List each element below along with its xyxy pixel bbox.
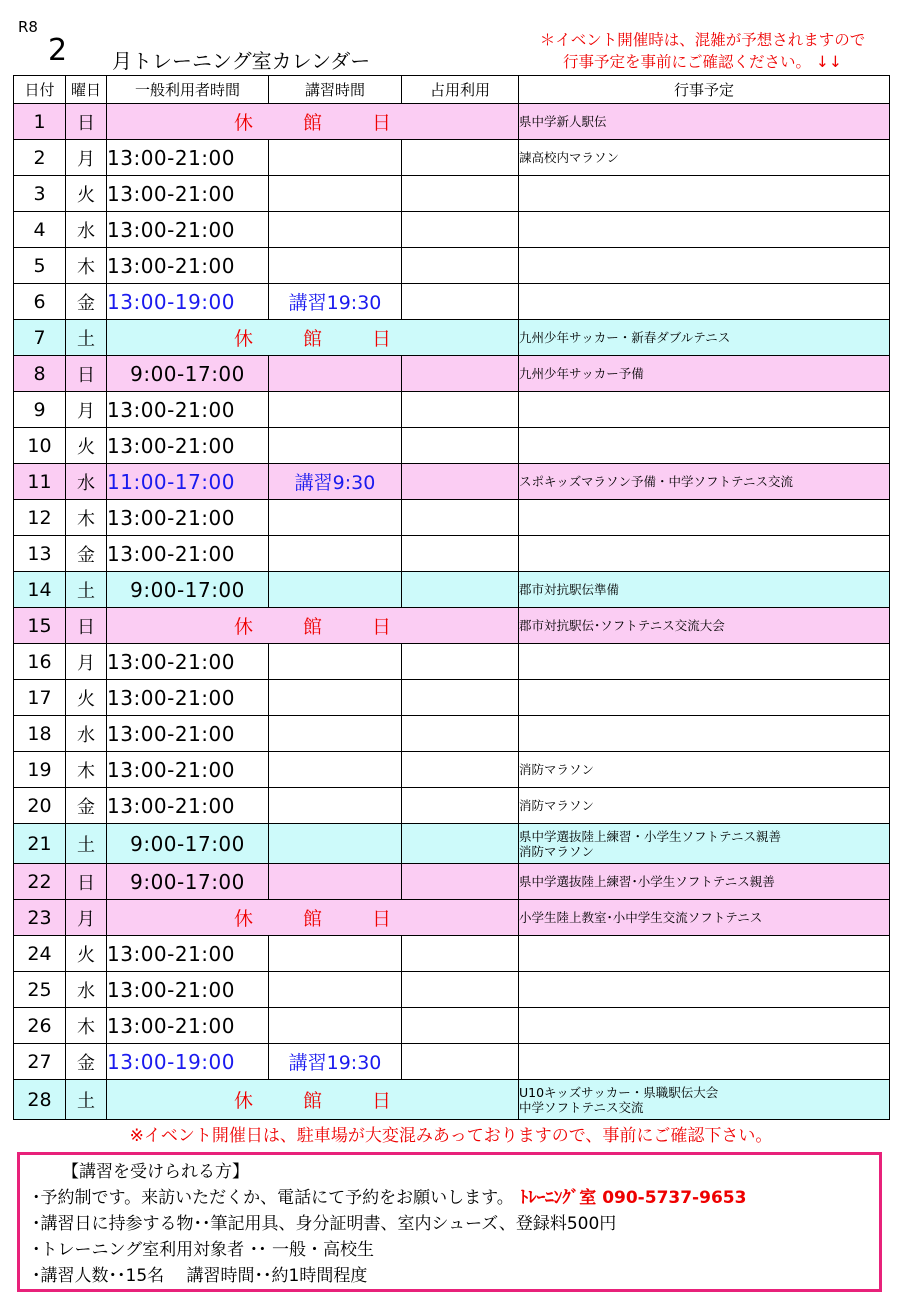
column-header-events: 行事予定 — [519, 76, 890, 104]
date-cell: 20 — [14, 788, 66, 824]
event-line: 小学生陸上教室･小中学生交流ソフトテニス — [519, 910, 763, 925]
general-hours-cell: 13:00-21:00 — [107, 716, 269, 752]
general-hours-cell: 9:00-17:00 — [107, 572, 269, 608]
event-cell — [519, 428, 890, 464]
exclusive-use-cell — [402, 972, 519, 1008]
general-hours-cell: 9:00-17:00 — [107, 356, 269, 392]
column-header-lecture-time: 講習時間 — [269, 76, 402, 104]
lecture-info-eligibility: ･トレーニング室利用対象者 ･･ 一般・高校生 — [32, 1240, 374, 1260]
closed-day-cell — [107, 608, 519, 644]
general-hours-cell: 13:00-19:00 — [107, 1044, 269, 1080]
event-cell — [519, 1080, 890, 1120]
event-cell — [519, 140, 890, 176]
closed-label-char: 休 — [233, 328, 253, 350]
calendar-row — [14, 212, 890, 248]
event-cell — [519, 464, 890, 500]
event-cell — [519, 104, 890, 140]
general-hours-cell: 13:00-21:00 — [107, 972, 269, 1008]
exclusive-use-cell — [402, 392, 519, 428]
lecture-time-cell — [269, 176, 402, 212]
lecture-time-cell — [269, 248, 402, 284]
calendar-row — [14, 752, 890, 788]
event-line: スポキッズマラソン予備・中学ソフトテニス交流 — [519, 474, 794, 489]
exclusive-use-cell — [402, 1044, 519, 1080]
calendar-row — [14, 356, 890, 392]
calendar-row — [14, 392, 890, 428]
date-cell: 18 — [14, 716, 66, 752]
calendar-row — [14, 1008, 890, 1044]
calendar-row — [14, 1080, 890, 1120]
closed-label-char: 日 — [371, 616, 391, 638]
lecture-info-reservation — [32, 1185, 879, 1211]
lecture-time-cell — [269, 356, 402, 392]
general-hours-cell: 13:00-19:00 — [107, 284, 269, 320]
date-cell: 8 — [14, 356, 66, 392]
lecture-time-cell: 講習19:30 — [269, 284, 402, 320]
exclusive-use-cell — [402, 864, 519, 900]
exclusive-use-cell — [402, 536, 519, 572]
weekday-cell: 土 — [66, 824, 107, 864]
closed-label-char: 休 — [233, 616, 253, 638]
closed-label-char: 休 — [233, 908, 253, 930]
general-hours-cell: 9:00-17:00 — [107, 824, 269, 864]
weekday-cell: 火 — [66, 936, 107, 972]
event-line: 消防マラソン — [519, 762, 595, 777]
weekday-cell: 月 — [66, 392, 107, 428]
calendar-row — [14, 536, 890, 572]
calendar-row — [14, 900, 890, 936]
weekday-cell: 火 — [66, 176, 107, 212]
lecture-time-cell — [269, 644, 402, 680]
closed-label-char: 館 — [302, 616, 322, 638]
closed-label-char: 館 — [302, 328, 322, 350]
lecture-time-cell — [269, 824, 402, 864]
date-cell: 26 — [14, 1008, 66, 1044]
closed-label-char: 日 — [371, 112, 391, 134]
general-hours-cell: 11:00-17:00 — [107, 464, 269, 500]
general-hours-cell: 13:00-21:00 — [107, 212, 269, 248]
general-hours-cell: 13:00-21:00 — [107, 248, 269, 284]
general-hours-cell: 13:00-21:00 — [107, 140, 269, 176]
event-cell — [519, 500, 890, 536]
weekday-cell: 月 — [66, 644, 107, 680]
lecture-time-cell — [269, 936, 402, 972]
calendar-row — [14, 716, 890, 752]
weekday-cell: 金 — [66, 284, 107, 320]
closed-day-cell — [107, 900, 519, 936]
exclusive-use-cell — [402, 1008, 519, 1044]
exclusive-use-cell — [402, 644, 519, 680]
date-cell: 14 — [14, 572, 66, 608]
general-hours-cell: 13:00-21:00 — [107, 788, 269, 824]
event-cell — [519, 572, 890, 608]
weekday-cell: 木 — [66, 1008, 107, 1044]
event-cell — [519, 392, 890, 428]
era-label: R8 — [18, 18, 38, 36]
lecture-time-cell — [269, 392, 402, 428]
calendar-row — [14, 680, 890, 716]
event-cell — [519, 788, 890, 824]
event-line: 郡市対抗駅伝･ソフトテニス交流大会 — [519, 618, 725, 633]
weekday-cell: 水 — [66, 716, 107, 752]
lecture-time-cell — [269, 1008, 402, 1044]
event-cell — [519, 972, 890, 1008]
calendar-row — [14, 608, 890, 644]
closed-label-char: 休 — [233, 112, 253, 134]
exclusive-use-cell — [402, 500, 519, 536]
page-title: 月トレーニング室カレンダー — [112, 49, 371, 73]
date-cell: 19 — [14, 752, 66, 788]
event-cell — [519, 644, 890, 680]
general-hours-cell: 13:00-21:00 — [107, 500, 269, 536]
date-cell: 13 — [14, 536, 66, 572]
calendar-body — [14, 104, 890, 1120]
closed-label-char: 日 — [371, 328, 391, 350]
lecture-info-capacity: ･講習人数･･15名 講習時間･･約1時間程度 — [32, 1266, 368, 1286]
weekday-cell: 木 — [66, 248, 107, 284]
event-line: U10キッズサッカー・県職駅伝大会 — [519, 1084, 719, 1100]
closed-label-char: 日 — [371, 908, 391, 930]
exclusive-use-cell — [402, 176, 519, 212]
event-cell — [519, 212, 890, 248]
closed-label-char: 館 — [302, 1090, 322, 1112]
event-cell — [519, 824, 890, 864]
table-header-row — [14, 76, 890, 104]
lecture-time-cell — [269, 140, 402, 176]
lecture-info-box — [17, 1152, 882, 1292]
weekday-cell: 水 — [66, 464, 107, 500]
date-cell: 27 — [14, 1044, 66, 1080]
calendar-row — [14, 176, 890, 212]
event-cell — [519, 716, 890, 752]
lecture-time-cell — [269, 428, 402, 464]
weekday-cell: 水 — [66, 212, 107, 248]
general-hours-cell: 13:00-21:00 — [107, 752, 269, 788]
event-notice-line2: 行事予定を事前にご確認ください。 ↓↓ — [563, 53, 842, 71]
calendar-row — [14, 500, 890, 536]
exclusive-use-cell — [402, 356, 519, 392]
column-header-date: 日付 — [14, 76, 66, 104]
closed-label-char: 休 — [233, 1090, 253, 1112]
calendar-row — [14, 572, 890, 608]
exclusive-use-cell — [402, 464, 519, 500]
calendar-row — [14, 140, 890, 176]
event-cell — [519, 864, 890, 900]
event-notice — [515, 29, 890, 73]
event-line: 消防マラソン — [519, 798, 595, 813]
weekday-cell: 土 — [66, 572, 107, 608]
calendar-row — [14, 788, 890, 824]
column-header-weekday: 曜日 — [66, 76, 107, 104]
calendar-row — [14, 428, 890, 464]
weekday-cell: 月 — [66, 900, 107, 936]
event-line: 県中学新人駅伝 — [519, 114, 607, 129]
date-cell: 6 — [14, 284, 66, 320]
column-header-general-hours: 一般利用者時間 — [107, 76, 269, 104]
weekday-cell: 日 — [66, 104, 107, 140]
date-cell: 4 — [14, 212, 66, 248]
event-line: 諫高校内マラソン — [519, 150, 620, 165]
event-cell — [519, 176, 890, 212]
weekday-cell: 日 — [66, 864, 107, 900]
lecture-time-cell — [269, 572, 402, 608]
closed-label-char: 館 — [302, 112, 322, 134]
exclusive-use-cell — [402, 716, 519, 752]
event-cell — [519, 248, 890, 284]
calendar-row — [14, 824, 890, 864]
event-cell — [519, 752, 890, 788]
event-cell — [519, 608, 890, 644]
event-line: 中学ソフトテニス交流 — [519, 1099, 644, 1115]
date-cell: 15 — [14, 608, 66, 644]
lecture-time-cell — [269, 788, 402, 824]
general-hours-cell: 13:00-21:00 — [107, 428, 269, 464]
date-cell: 2 — [14, 140, 66, 176]
event-line: 郡市対抗駅伝準備 — [519, 582, 620, 597]
closed-day-cell — [107, 320, 519, 356]
general-hours-cell: 13:00-21:00 — [107, 680, 269, 716]
event-line: 県中学選抜陸上練習・小学生ソフトテニス親善 — [519, 828, 782, 844]
weekday-cell: 日 — [66, 356, 107, 392]
lecture-time-cell — [269, 680, 402, 716]
calendar-row — [14, 1044, 890, 1080]
month-number: 2 — [48, 33, 68, 68]
event-line: 消防マラソン — [519, 843, 595, 859]
lecture-time-cell — [269, 536, 402, 572]
calendar-row — [14, 936, 890, 972]
weekday-cell: 金 — [66, 1044, 107, 1080]
lecture-time-cell — [269, 716, 402, 752]
closed-label-char: 館 — [302, 908, 322, 930]
weekday-cell: 水 — [66, 972, 107, 1008]
weekday-cell: 木 — [66, 500, 107, 536]
exclusive-use-cell — [402, 428, 519, 464]
date-cell: 7 — [14, 320, 66, 356]
weekday-cell: 土 — [66, 320, 107, 356]
lecture-time-cell — [269, 972, 402, 1008]
date-cell: 16 — [14, 644, 66, 680]
lecture-time-cell — [269, 752, 402, 788]
exclusive-use-cell — [402, 752, 519, 788]
general-hours-cell: 9:00-17:00 — [107, 864, 269, 900]
date-cell: 28 — [14, 1080, 66, 1120]
phone-number: ﾄﾚｰﾆﾝｸﾞ室 090-5737-9653 — [519, 1188, 747, 1208]
event-cell — [519, 536, 890, 572]
weekday-cell: 月 — [66, 140, 107, 176]
calendar-table — [13, 75, 890, 1120]
date-cell: 12 — [14, 500, 66, 536]
calendar-row — [14, 464, 890, 500]
event-cell — [519, 284, 890, 320]
exclusive-use-cell — [402, 212, 519, 248]
general-hours-cell: 13:00-21:00 — [107, 536, 269, 572]
general-hours-cell: 13:00-21:00 — [107, 936, 269, 972]
weekday-cell: 金 — [66, 788, 107, 824]
calendar-row — [14, 864, 890, 900]
exclusive-use-cell — [402, 284, 519, 320]
date-cell: 1 — [14, 104, 66, 140]
lecture-time-cell: 講習9:30 — [269, 464, 402, 500]
date-cell: 3 — [14, 176, 66, 212]
general-hours-cell: 13:00-21:00 — [107, 392, 269, 428]
event-cell — [519, 936, 890, 972]
lecture-info-items: ･講習日に持参する物･･筆記用具、身分証明書、室内シューズ、登録料500円 — [32, 1214, 617, 1234]
event-cell — [519, 320, 890, 356]
calendar-row — [14, 284, 890, 320]
general-hours-cell: 13:00-21:00 — [107, 176, 269, 212]
lecture-time-cell — [269, 212, 402, 248]
exclusive-use-cell — [402, 824, 519, 864]
parking-notice: ※イベント開催日は、駐車場が大変混みあっておりますので、事前にご確認下さい。 — [129, 1126, 773, 1146]
general-hours-cell: 13:00-21:00 — [107, 1008, 269, 1044]
closed-day-cell — [107, 1080, 519, 1120]
event-line: 九州少年サッカー予備 — [519, 366, 644, 381]
exclusive-use-cell — [402, 680, 519, 716]
weekday-cell: 土 — [66, 1080, 107, 1120]
closed-day-cell — [107, 104, 519, 140]
event-cell — [519, 1044, 890, 1080]
event-cell — [519, 1008, 890, 1044]
calendar-row — [14, 248, 890, 284]
exclusive-use-cell — [402, 572, 519, 608]
calendar-row — [14, 644, 890, 680]
date-cell: 17 — [14, 680, 66, 716]
date-cell: 23 — [14, 900, 66, 936]
closed-label-char: 日 — [371, 1090, 391, 1112]
event-line: 県中学選抜陸上練習･小学生ソフトテニス親善 — [519, 874, 775, 889]
event-cell — [519, 356, 890, 392]
date-cell: 10 — [14, 428, 66, 464]
exclusive-use-cell — [402, 788, 519, 824]
date-cell: 25 — [14, 972, 66, 1008]
lecture-info-heading: 【講習を受けられる方】 — [62, 1162, 249, 1182]
calendar-row — [14, 972, 890, 1008]
weekday-cell: 日 — [66, 608, 107, 644]
exclusive-use-cell — [402, 248, 519, 284]
date-cell: 21 — [14, 824, 66, 864]
date-cell: 22 — [14, 864, 66, 900]
calendar-row — [14, 320, 890, 356]
date-cell: 24 — [14, 936, 66, 972]
event-notice-line1: ＊イベント開催時は、混雑が予想されますので — [539, 31, 866, 49]
general-hours-cell: 13:00-21:00 — [107, 644, 269, 680]
weekday-cell: 木 — [66, 752, 107, 788]
weekday-cell: 金 — [66, 536, 107, 572]
date-cell: 9 — [14, 392, 66, 428]
weekday-cell: 火 — [66, 428, 107, 464]
exclusive-use-cell — [402, 140, 519, 176]
lecture-time-cell — [269, 500, 402, 536]
event-cell — [519, 680, 890, 716]
event-line: 九州少年サッカー・新春ダブルテニス — [519, 330, 731, 345]
event-cell — [519, 900, 890, 936]
reservation-text: ･予約制です。来訪いただくか、電話にて予約をお願いします。 — [32, 1188, 514, 1208]
weekday-cell: 火 — [66, 680, 107, 716]
column-header-exclusive-use: 占用利用 — [402, 76, 519, 104]
exclusive-use-cell — [402, 936, 519, 972]
lecture-time-cell: 講習19:30 — [269, 1044, 402, 1080]
date-cell: 11 — [14, 464, 66, 500]
calendar-row — [14, 104, 890, 140]
date-cell: 5 — [14, 248, 66, 284]
lecture-time-cell — [269, 864, 402, 900]
